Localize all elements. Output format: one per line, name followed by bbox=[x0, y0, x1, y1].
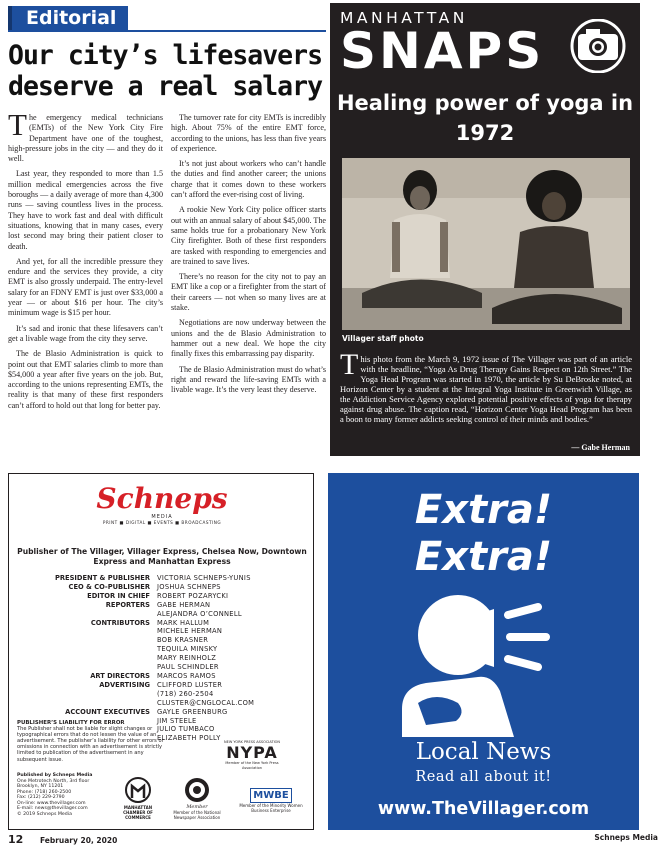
paragraph: The turnover rate for city EMTs is incredibly high. About 75% of the entire EMT force, according to the unions, has less than five years of experience. bbox=[171, 113, 326, 153]
address-line: Brooklyn, NY 11201 bbox=[17, 784, 64, 789]
mwbe-caption: Member of the Minority Women Business Enterprise bbox=[239, 803, 303, 813]
photo-credit: Villager staff photo bbox=[342, 334, 424, 343]
ad-headline-line: Extra! bbox=[414, 487, 553, 533]
logo-media: MEDIA bbox=[151, 514, 173, 520]
snaps-title: Healing power of yoga in 1972 bbox=[336, 91, 634, 145]
nypa-logo bbox=[215, 740, 289, 771]
staff-name: JIM STEELE bbox=[157, 716, 197, 725]
nna-seal-label: Member bbox=[186, 804, 208, 810]
staff-name: GAYLE GREENBURG bbox=[157, 707, 228, 716]
staff-name: PAUL SCHINDLER bbox=[157, 663, 219, 672]
staff-role: REPORTERS bbox=[105, 600, 150, 609]
paragraph: The de Blasio Administration must do what’s right and reward the life-saving EMTs with a livable wage. It’s the very least they deserve. bbox=[171, 364, 326, 395]
staff-role: ART DIRECTORS bbox=[90, 671, 150, 680]
staff-name: JOSHUA SCHNEPS bbox=[157, 582, 221, 591]
ad-headline bbox=[328, 487, 639, 581]
staff-name: MARY REINHOLZ bbox=[157, 654, 217, 663]
staff-row bbox=[9, 592, 315, 601]
staff-name: ROBERT POZARYCKI bbox=[157, 591, 229, 600]
liability-text: The Publisher shall not be liable for slight changes or typographical errors that do not lessen the value of an advertisement. The publisher’s liability for other errors or omissions in connection with an advertisement is strictly limited to publication of the advertisement in any subsequent issue. bbox=[17, 726, 164, 763]
paragraph: It’s not just about workers who can’t handle the duties and find another career; the unions charge that it comes down to these workers can’t afford the ever-rising cost of living. bbox=[171, 159, 326, 200]
staff-role: CONTRIBUTORS bbox=[90, 618, 150, 627]
staff-name: BOB KRASNER bbox=[157, 636, 209, 645]
paragraph: It’s sad and ironic that these lifesavers can’t get a livable wage from the city they serve. bbox=[8, 323, 163, 343]
nypa-wordmark: NYPA bbox=[226, 743, 278, 762]
staff-name: MARCOS RAMOS bbox=[157, 671, 216, 680]
ad-tagline: Read all about it! bbox=[415, 769, 552, 785]
yoga-photo bbox=[342, 158, 630, 330]
photo-caption: This photo from the March 9, 1972 issue of The Villager was part of an article with the headline, “Yoga As Drug Therapy Gains Respect on 12th Street.” The Yoga Head Program was started in 1970, the article by Su DeBroske noted, at Horizon Center by a student at the Integral Yoga Institute in Greenwich Village, as the Addiction Service Agency explored potential positive effects of yoga for therapy against drug abuse. The caption read, “Horizon Center Yoga Head Program has been a boon to many former addicts seeking control of their minds and bodies.” bbox=[340, 348, 632, 424]
ad-headline-line: Extra! bbox=[414, 534, 553, 580]
staff-role: ADVERTISING bbox=[99, 680, 150, 689]
liability-title: PUBLISHER’S LIABILITY FOR ERROR bbox=[17, 720, 125, 726]
paragraph: The de Blasio Administration is quick to point out that EMT salaries climb to more than $54,000 a year after five years on the job. But, according to the unions representing EMTs, the reality is that many of these first responders can’t afford to hold out that long for better pay. bbox=[8, 349, 163, 410]
headline: Our city’s lifesavers deserve a real salary bbox=[8, 40, 323, 102]
section-tag: Editorial bbox=[8, 6, 128, 30]
staff-role: CEO & CO-PUBLISHER bbox=[68, 582, 150, 591]
snaps-kicker: MANHATTAN bbox=[340, 9, 468, 27]
masthead-box bbox=[8, 473, 314, 830]
address-title: Published by Schneps Media bbox=[17, 773, 93, 778]
address-line: E-mail: news@thevillager.com bbox=[17, 806, 88, 811]
staff-name: TEQUILA MINSKY bbox=[157, 645, 218, 654]
nna-caption: Member of the National Newspaper Association bbox=[173, 810, 221, 820]
paragraph: And yet, for all the incredible pressure they endure and the services they provide, a city EMT is also grossly underpaid. The entry-level salary for an FDNY EMT is just over $33,000 a year — or about $16 per hour. The city’s minimum wage is $15 per hour. bbox=[8, 256, 163, 318]
chamber-logo bbox=[115, 776, 161, 820]
staff-row bbox=[9, 583, 315, 592]
nna-seal-icon bbox=[183, 776, 211, 804]
staff-name: VICTORIA SCHNEPS-YUNIS bbox=[157, 574, 251, 582]
publisher-line: Publisher of The Villager, Villager Express, Chelsea Now, Downtown Express and Manhattan Express bbox=[17, 547, 307, 566]
snaps-box bbox=[330, 3, 640, 456]
staff-name: ALEJANDRA O’CONNELL bbox=[157, 609, 242, 618]
address-line: Fax: (212) 229-2790 bbox=[17, 795, 65, 800]
paragraph: Negotiations are now underway between the unions and the de Blasio Administration to hammer out a new deal. We hope the city finally fixes this embarrassing pay disparity. bbox=[171, 318, 326, 359]
paragraph: There’s no reason for the city not to pay an EMT like a cop or a firefighter from the start of their careers — not when so many lives are at stake. bbox=[171, 272, 326, 313]
liability-notice bbox=[17, 720, 173, 763]
paragraph: Last year, they responded to more than 1.5 million medical emergencies across the five boroughs — a daily average of more than 4,300 runs — saving countless lives in the process. They have to work fast and deal with difficult situations, knowing that in many cases, every lost second may bring their patient closer to death. bbox=[8, 169, 163, 251]
issue-date: February 20, 2020 bbox=[39, 836, 118, 845]
footer-brand: Schneps Media bbox=[594, 833, 658, 842]
paragraph: The emergency medical technicians (EMTs) of the New York City Fire Department have one of the toughest, high-pressure jobs in the city — and they do it well. bbox=[8, 107, 163, 164]
staff-row bbox=[9, 601, 315, 619]
staff-name: MARK HALLUM bbox=[157, 618, 210, 627]
staff-row bbox=[9, 672, 315, 681]
chamber-emblem-icon bbox=[123, 776, 153, 804]
nna-logo bbox=[173, 776, 221, 820]
page-number: 12 bbox=[8, 833, 24, 846]
ad-local-news: Local News bbox=[415, 739, 552, 765]
staff-role: PRESIDENT & PUBLISHER bbox=[55, 574, 150, 582]
staff-list bbox=[9, 574, 315, 743]
mwbe-logo bbox=[237, 788, 305, 813]
staff-name: ELIZABETH POLLY bbox=[157, 734, 221, 743]
megaphone-person-icon bbox=[396, 591, 586, 737]
address-line: © 2019 Schneps Media bbox=[17, 811, 72, 817]
staff-name: MICHELE HERMAN bbox=[157, 627, 223, 636]
logo-wordmark: Schneps bbox=[96, 482, 228, 515]
extra-ad[interactable] bbox=[328, 473, 639, 830]
address-line: Phone: (718) 260-2500 bbox=[17, 789, 72, 795]
staff-name: JULIO TUMBACO bbox=[157, 725, 215, 734]
article-body bbox=[8, 107, 326, 463]
snaps-brand: SNAPS bbox=[340, 22, 545, 80]
staff-row bbox=[9, 574, 315, 583]
chamber-caption: MANHATTAN CHAMBER OF COMMERCE bbox=[123, 805, 153, 820]
nypa-top: NEW YORK PRESS ASSOCIATION bbox=[224, 740, 280, 744]
logo-strip: PRINT ■ DIGITAL ■ EVENTS ■ BROADCASTING bbox=[102, 520, 222, 525]
staff-row bbox=[9, 681, 315, 708]
address-line: One Metrotech North, 3rd floor bbox=[17, 778, 90, 784]
address-line: On-line: www.thevillager.com bbox=[17, 800, 86, 806]
ad-url-link[interactable]: www.TheVillager.com bbox=[377, 799, 590, 819]
mwbe-wordmark: MWBE bbox=[250, 788, 291, 803]
nypa-caption: Member of the New York Press Association bbox=[225, 761, 279, 770]
staff-row bbox=[9, 619, 315, 672]
publisher-address bbox=[17, 773, 123, 817]
staff-name: CLIFFORD LUSTER bbox=[157, 680, 223, 689]
staff-role: ACCOUNT EXECUTIVES bbox=[65, 707, 150, 716]
staff-name: GABE HERMAN bbox=[157, 600, 211, 609]
divider bbox=[8, 30, 326, 32]
caption-author: — Gabe Herman bbox=[571, 443, 630, 452]
staff-role: EDITOR IN CHIEF bbox=[87, 591, 150, 600]
staff-phone: (718) 260-2504 bbox=[157, 689, 214, 698]
camera-icon bbox=[568, 19, 628, 73]
staff-email: CLUSTER@CNGLOCAL.COM bbox=[157, 698, 255, 707]
schneps-logo bbox=[9, 484, 315, 525]
paragraph: A rookie New York City police officer starts out with an annual salary of about $45,000. The same holds true for a probationary New York City firefighter. Both of these first responders are tasked with responding to emergencies and are trained to save lives. bbox=[171, 205, 326, 266]
page-footer bbox=[8, 833, 658, 846]
